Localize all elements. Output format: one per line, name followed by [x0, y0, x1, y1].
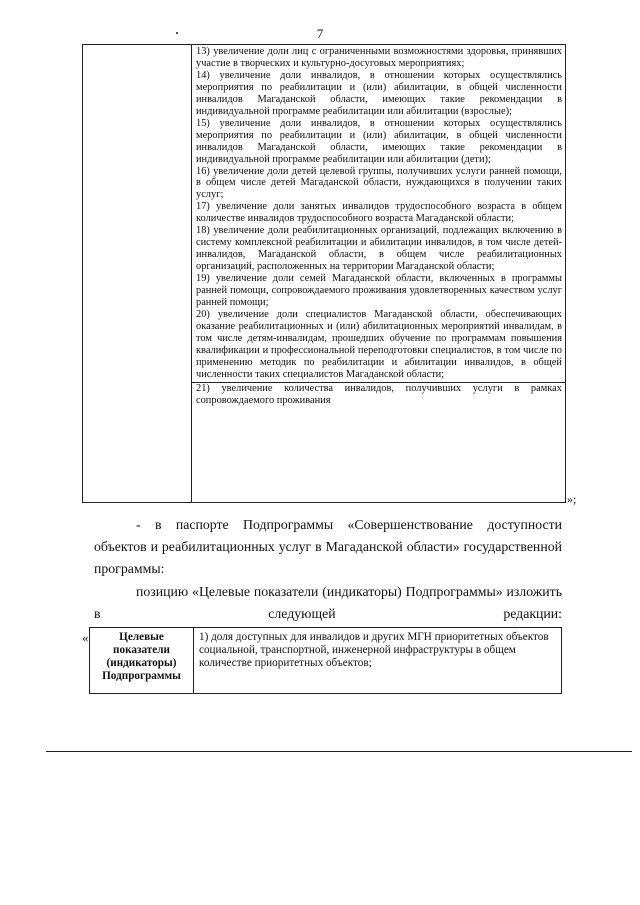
new-table-header: Целевые показатели (индикаторы) Подпрограммы [90, 628, 194, 693]
indicator-item-14: 14) увеличение доли инвалидов, в отношении которых осуществлялись мероприятия по реабилитации и (или) абилитации, в общей численности инвалидов Магаданской области, имеющих такие рекомендации в индивидуальной программе реабилитации или абилитации (взрослые); [196, 69, 562, 117]
indicator-item-16: 16) увеличение доли детей целевой группы, получивших услуги ранней помощи, в общем числе детей Магаданской области, нуждающихся в получении таких услуг; [196, 165, 562, 201]
indicator-item-15: 15) увеличение доли инвалидов, в отношении которых осуществлялись мероприятия по реабилитации и (или) абилитации, в общей численности инвалидов Магаданской области, имеющих такие рекомендации в индивидуальной программе реабилитации или абилитации (дети); [196, 117, 562, 165]
indicator-item-18: 18) увеличение доли реабилитационных организаций, подлежащих включению в систему комплексной реабилитации и абилитации инвалидов, в том числе детей-инвалидов, Магаданской области, в общем числе реабилитационных организаций, расположенных на территории Магаданской области; [196, 225, 562, 273]
paragraph-passport: - в паспорте Подпрограммы «Совершенствование доступности объектов и реабилитационных услуг в Магаданской области» государственной программы: [94, 517, 562, 576]
indicator-item-21: 21) увеличение количества инвалидов, получивших услуги в рамках сопровождаемого проживания [192, 382, 565, 407]
page-number: 7 [316, 26, 324, 41]
new-indicators-table [89, 627, 562, 694]
indicator-item-20: 20) увеличение доли специалистов Магаданской области, обеспечивающих оказание реабилитационных и (или) абилитационных мероприятий инвалидам, в том числе детям-инвалидам, прошедших обучение по программам повышения квалификации и профессиональной переподготовки специалистов, в том числе по применению методик по реабилитации и абилитации инвалидов, в общей численности таких специалистов Магаданской области; [196, 308, 562, 380]
page-bottom-rule [46, 751, 632, 752]
indicators-cell [192, 45, 565, 502]
indicators-table [82, 44, 566, 503]
paragraph-position: позицию «Целевые показатели (индикаторы) Подпрограммы» изложить в следующей редакции: [94, 584, 562, 621]
new-table-value: 1) доля доступных для инвалидов и других МГН приоритетных объектов социальной, транспортной, инженерной инфраструктуры в общем количестве приоритетных объектов; [199, 631, 549, 669]
indicator-item-19: 19) увеличение доли семей Магаданской области, включенных в программы ранней помощи, сопровождаемого проживания удовлетворенных качеством услуг ранней помощи; [196, 273, 562, 309]
closing-quote: »; [567, 492, 577, 506]
opening-quote: « [82, 630, 89, 645]
indicator-item-17: 17) увеличение доли занятых инвалидов трудоспособного возраста в общем количестве инвалидов трудоспособного возраста Магаданской области; [196, 201, 562, 225]
indicator-item-13: 13) увеличение доли лиц с ограниченными возможностями здоровья, принявших участие в творческих и культурно-досуговых мероприятиях; [196, 46, 562, 69]
